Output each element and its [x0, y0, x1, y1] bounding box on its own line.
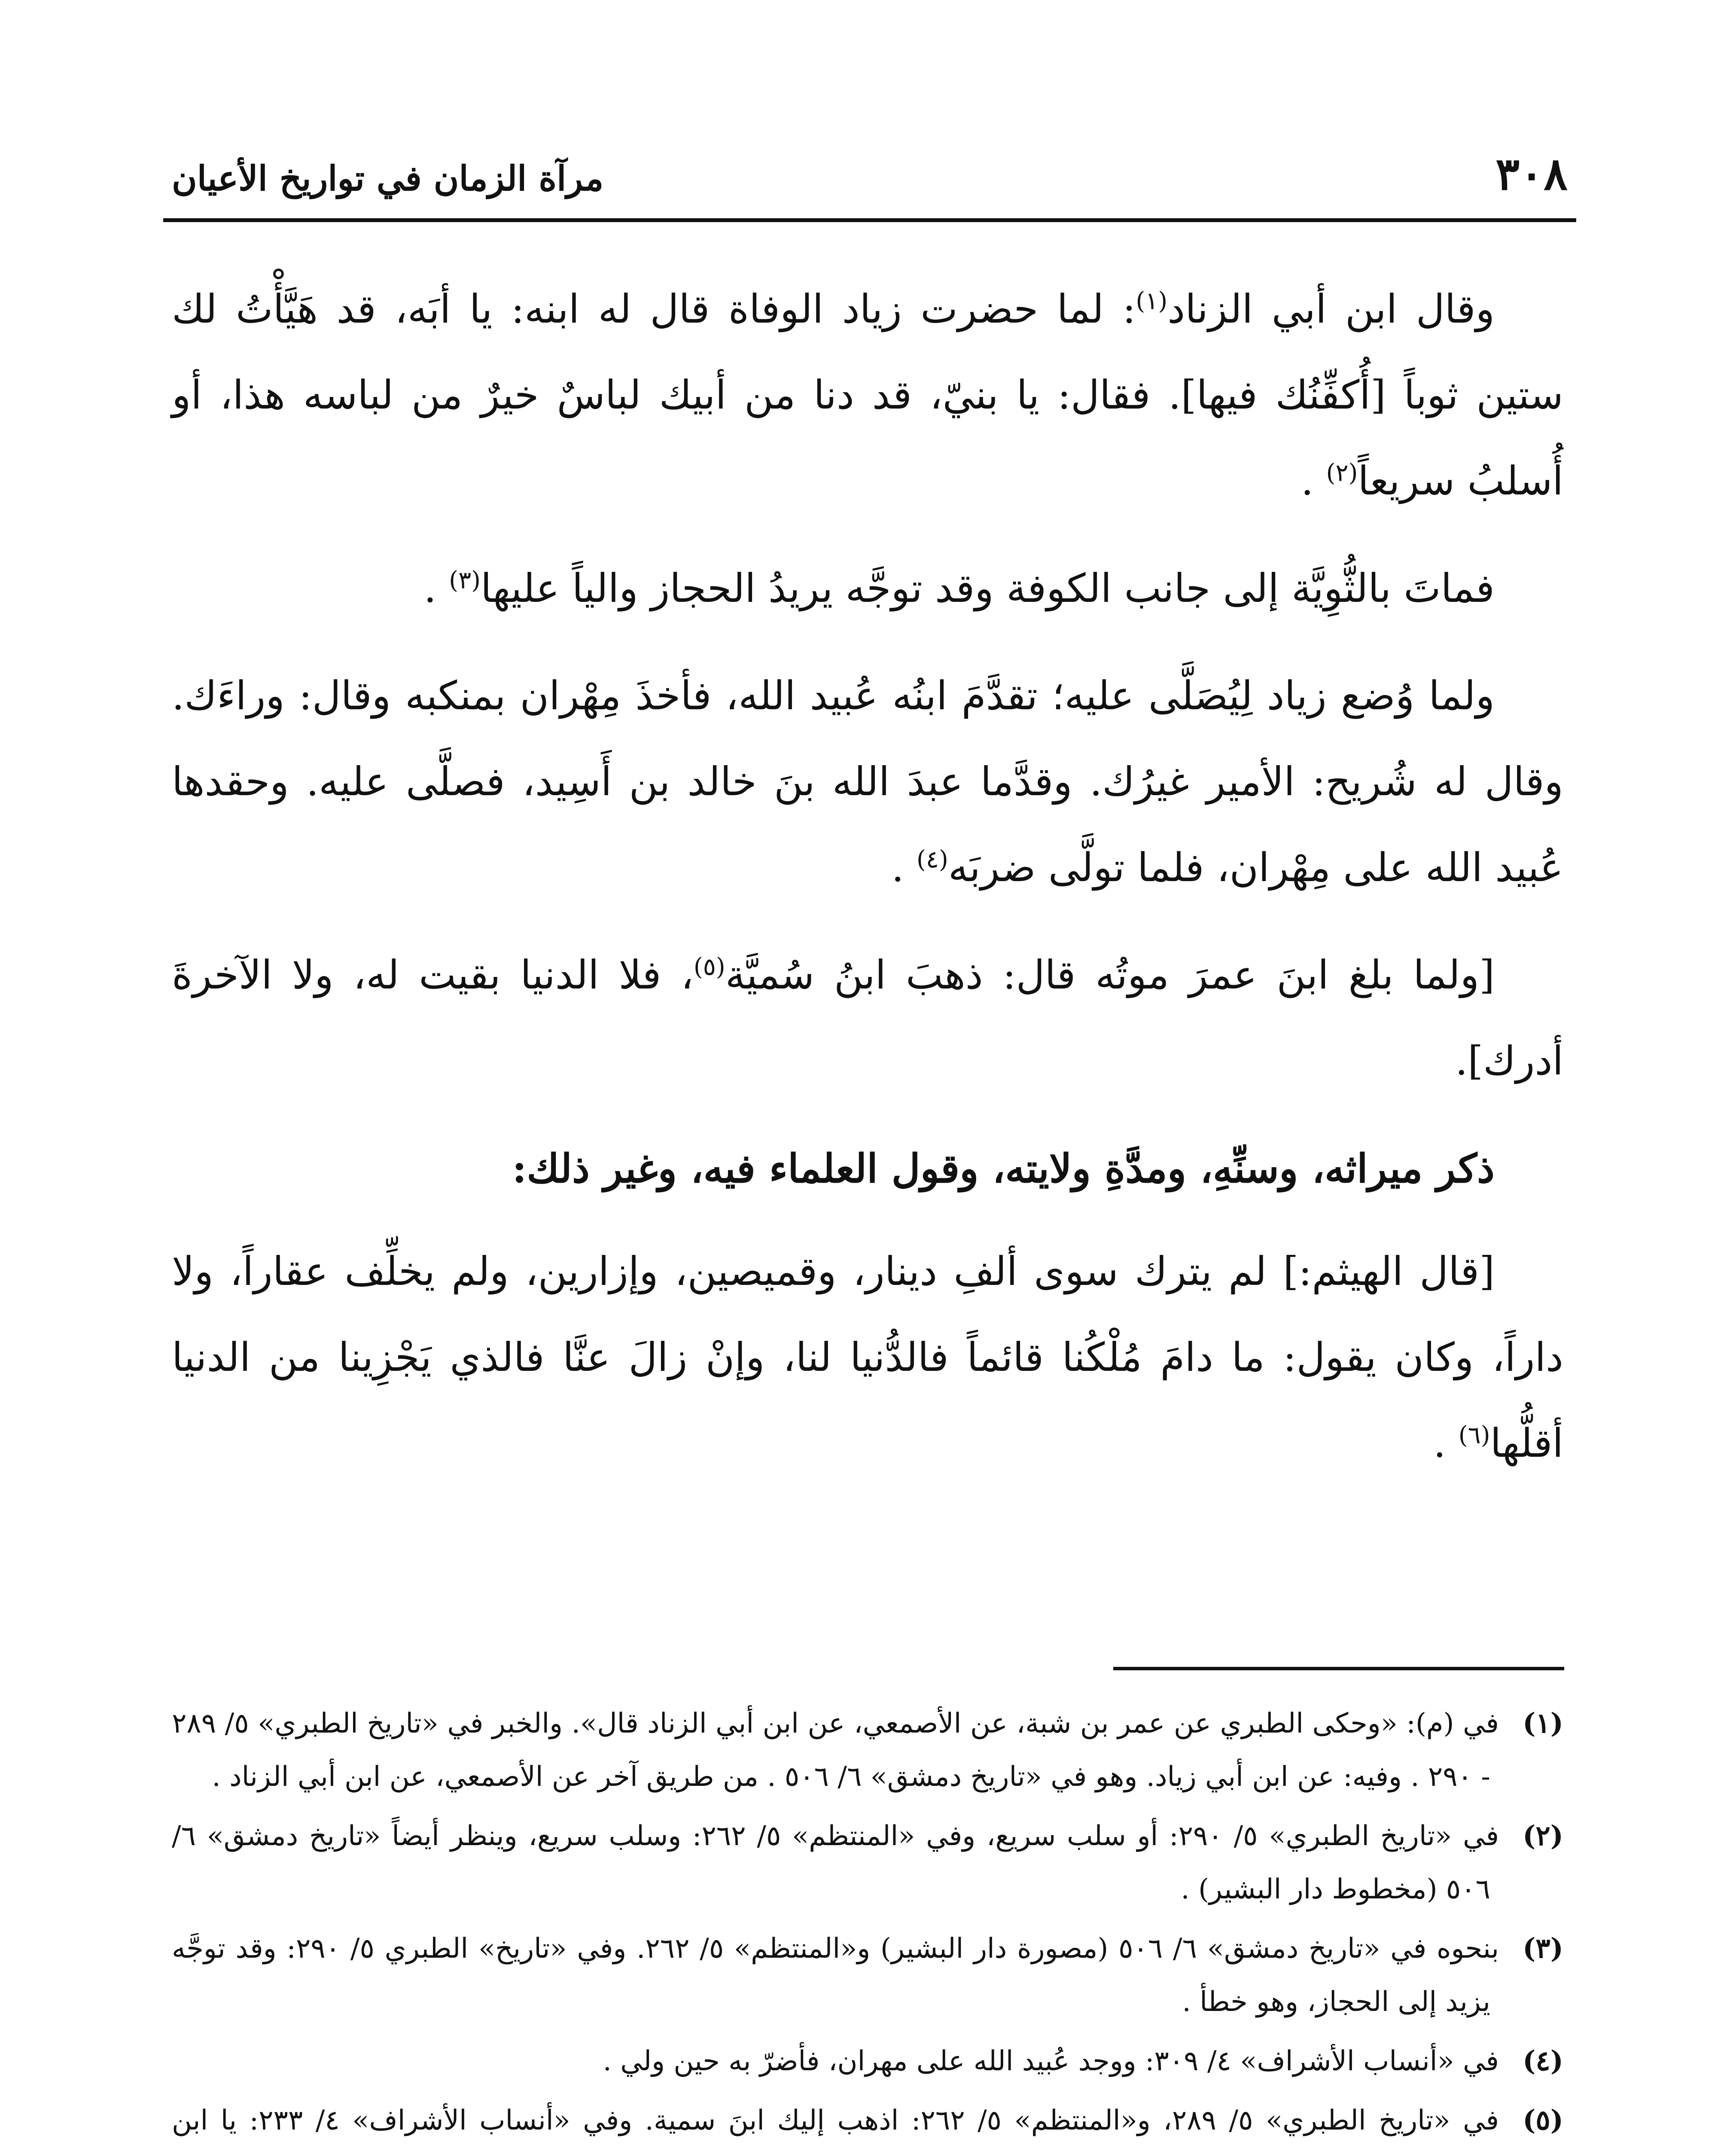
paragraph-1: وقال ابن أبي الزناد$^{(١)}$: لما حضرت زياد الوفاة قال له ابنه: يا أبَه، قد هَيَّأْتُ لك ستين ثوباً [أُكفِّنُك فيها]. فقال: يا بنيّ، قد دنا من أبيك لباسٌ خيرٌ من لباسه هذا، أو أُسلبُ سريعاً$^{(٢)}$ . [172, 286, 1563, 504]
running-header [163, 142, 1576, 215]
footnote-4 [172, 2035, 1563, 2088]
footnote-number: (٥) [1523, 2104, 1564, 2136]
footnote-1 [172, 1697, 1563, 1803]
main-text [172, 266, 1563, 1508]
footnote-number: (٤) [1523, 2045, 1563, 2077]
footnote-number: (١) [1523, 1707, 1563, 1739]
header-rule [163, 218, 1576, 222]
book-title: مرآة الزمان في تواريخ الأعيان [172, 158, 604, 198]
footnote-text: في «تاريخ الطبري» ٥/ ٢٩٠: أو سلب سريع، وفي «المنتظم» ٥/ ٢٦٢: وسلب سريع، وينظر أيضاً «تاريخ دمشق» ٦/ ٥٠٦ (مخطوط دار البشير) . [172, 1820, 1499, 1905]
footnote-text: في «أنساب الأشراف» ٤/ ٣٠٩: ووجد عُبيد الله على مهران، فأضرّ به حين ولي . [603, 2045, 1499, 2077]
footnote-text: في «تاريخ الطبري» ٥/ ٢٨٩، و«المنتظم» ٥/ ٢٦٢: اذهب إليك ابنَ سمية. وفي «أنساب الأشراف» ٤/ ٢٣٣: يا ابن [172, 2105, 1499, 2136]
paragraph-2: فماتَ بالثُّوِيَّة إلى جانب الكوفة وقد توجَّه يريدُ الحجاز والياً عليها$^{(٣)}$ . [423, 565, 1495, 611]
footnote-number: (٣) [1523, 1932, 1564, 1965]
footnote-ref-1: (١) [1136, 287, 1168, 315]
paragraph-4: [ولما بلغ ابنَ عمرَ موتُه قال: ذهبَ ابنُ سُميَّة$^{(٥)}$، فلا الدنيا بقيت له، ولا الآخرةَ أدرك]. [172, 952, 1563, 1084]
footnote-ref-5: (٥) [693, 953, 725, 981]
footnote-2 [172, 1809, 1563, 1916]
paragraph-3: ولما وُضع زياد لِيُصَلَّى عليه؛ تقدَّمَ ابنُه عُبيد الله، فأخذَ مِهْران بمنكبه وقال: وراءَك. وقال له شُريح: الأمير غيرُك. وقدَّما عبدَ الله بنَ خالد بن أَسِيد، فصلَّى عليه. وحقدها عُبيد الله على مِهْران، فلما تولَّى ضربَه$^{(٤)}$ . [172, 673, 1563, 891]
footnote-ref-6: (٦) [1458, 1421, 1490, 1449]
footnote-text: بنحوه في «تاريخ دمشق» ٦/ ٥٠٦ (مصورة دار البشير) و«المنتظم» ٥/ ٢٦٢. وفي «تاريخ» الطبري ٥/ ٢٩٠: وقد توجَّه يزيد إلى الحجاز، وهو خطأ . [172, 1933, 1499, 2018]
footnotes [172, 1697, 1563, 2148]
paragraph-5: [قال الهيثم:] لم يترك سوى ألفِ دينار، وقميصين، وإزارين، ولم يخلِّف عقاراً، ولا داراً، وكان يقول: ما دامَ مُلْكُنا قائماً فالدُّنيا لنا، وإنْ زالَ عنَّا فالذي يَجْزِينا من الدنيا أقلُّها$^{(٦)}$ . [172, 1248, 1563, 1466]
footnote-ref-3: (٣) [449, 566, 481, 595]
footnote-ref-4: (٤) [917, 845, 948, 874]
footnote-text: في (م): «وحكى الطبري عن عمر بن شبة، عن الأصمعي، عن ابن أبي الزناد قال». والخبر في «تاريخ الطبري» ٥/ ٢٨٩ - ٢٩٠ . وفيه: عن ابن أبي زياد. وهو في «تاريخ دمشق» ٦/ ٥٠٦ . من طريق آخر عن الأصمعي، عن ابن أبي الزناد . [172, 1708, 1499, 1793]
footnote-ref-2: (٢) [1326, 459, 1358, 487]
footnote-number: (٢) [1523, 1820, 1564, 1852]
footnote-5 [172, 2094, 1563, 2148]
footnote-3 [172, 1922, 1563, 2029]
footnote-divider [1113, 1667, 1564, 1670]
page-number: ٣٠٨ [1495, 147, 1568, 200]
section-heading: ذكر ميراثه، وسنِّهِ، ومدَّةِ ولايته، وقول العلماء فيه، وغير ذلك: [512, 1145, 1495, 1192]
